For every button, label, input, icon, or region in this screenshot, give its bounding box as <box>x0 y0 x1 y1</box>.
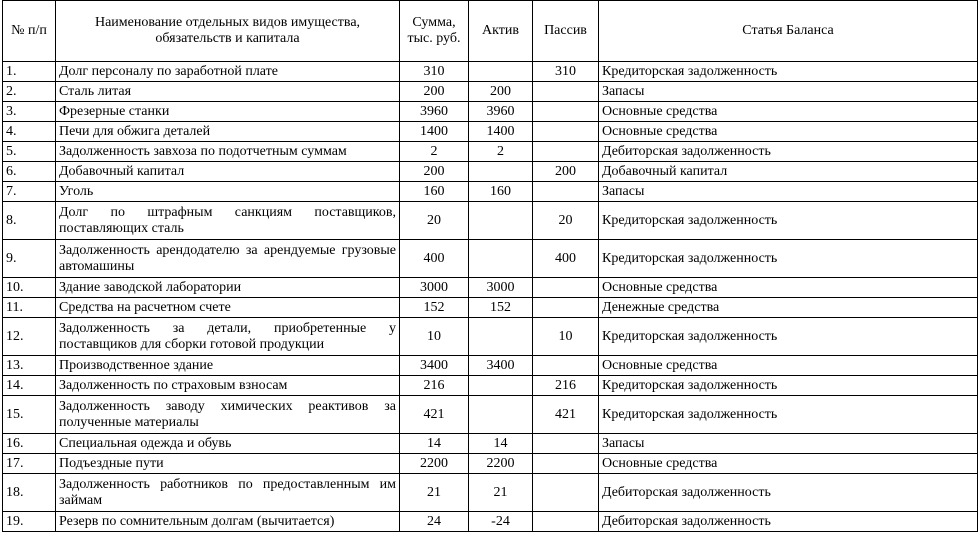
table-row <box>3 142 978 162</box>
item-sum: 152 <box>400 298 469 318</box>
item-sum: 10 <box>400 318 469 356</box>
item-passive <box>533 512 599 532</box>
item-article: Кредиторская задолженность <box>599 240 978 278</box>
row-number: 12. <box>3 318 56 356</box>
table-row <box>3 474 978 512</box>
table-body <box>3 62 978 532</box>
item-active <box>469 162 533 182</box>
item-name: Печи для обжига деталей <box>56 122 400 142</box>
table-row <box>3 202 978 240</box>
item-name: Добавочный капитал <box>56 162 400 182</box>
row-number: 15. <box>3 396 56 434</box>
item-sum: 3960 <box>400 102 469 122</box>
item-passive: 216 <box>533 376 599 396</box>
item-active: 14 <box>469 434 533 454</box>
item-article: Кредиторская задолженность <box>599 62 978 82</box>
item-active: 152 <box>469 298 533 318</box>
item-name: Задолженность заводу химических реактивов за полученные материалы <box>56 396 400 434</box>
table-row <box>3 434 978 454</box>
item-passive <box>533 142 599 162</box>
item-passive <box>533 454 599 474</box>
item-sum: 160 <box>400 182 469 202</box>
row-number: 3. <box>3 102 56 122</box>
item-article: Кредиторская задолженность <box>599 318 978 356</box>
row-number: 10. <box>3 278 56 298</box>
table-row <box>3 356 978 376</box>
item-passive <box>533 82 599 102</box>
item-name: Сталь литая <box>56 82 400 102</box>
item-name: Резерв по сомнительным долгам (вычитается) <box>56 512 400 532</box>
row-number: 8. <box>3 202 56 240</box>
item-passive: 310 <box>533 62 599 82</box>
item-active: 21 <box>469 474 533 512</box>
row-number: 16. <box>3 434 56 454</box>
item-article: Кредиторская задолженность <box>599 376 978 396</box>
row-number: 11. <box>3 298 56 318</box>
table-row <box>3 82 978 102</box>
item-name: Задолженность работников по предоставленным им займам <box>56 474 400 512</box>
item-name: Фрезерные станки <box>56 102 400 122</box>
item-article: Запасы <box>599 434 978 454</box>
row-number: 18. <box>3 474 56 512</box>
table-row <box>3 240 978 278</box>
item-active: 2 <box>469 142 533 162</box>
row-number: 9. <box>3 240 56 278</box>
item-passive: 421 <box>533 396 599 434</box>
header-article: Статья Баланса <box>599 1 978 62</box>
item-passive <box>533 122 599 142</box>
item-active: -24 <box>469 512 533 532</box>
item-active: 3000 <box>469 278 533 298</box>
item-passive <box>533 474 599 512</box>
row-number: 17. <box>3 454 56 474</box>
item-active: 1400 <box>469 122 533 142</box>
item-sum: 14 <box>400 434 469 454</box>
item-sum: 1400 <box>400 122 469 142</box>
table-row <box>3 512 978 532</box>
header-sum: Сумма, тыс. руб. <box>400 1 469 62</box>
item-sum: 200 <box>400 82 469 102</box>
item-active <box>469 202 533 240</box>
item-sum: 400 <box>400 240 469 278</box>
item-article: Дебиторская задолженность <box>599 474 978 512</box>
row-number: 13. <box>3 356 56 376</box>
row-number: 4. <box>3 122 56 142</box>
item-article: Запасы <box>599 82 978 102</box>
item-passive: 10 <box>533 318 599 356</box>
item-active <box>469 396 533 434</box>
item-active <box>469 62 533 82</box>
item-active: 3400 <box>469 356 533 376</box>
item-name: Задолженность по страховым взносам <box>56 376 400 396</box>
row-number: 6. <box>3 162 56 182</box>
table-row <box>3 102 978 122</box>
header-row <box>3 1 978 62</box>
item-name: Подъездные пути <box>56 454 400 474</box>
row-number: 14. <box>3 376 56 396</box>
item-name: Задолженность арендодателю за арендуемые грузовые автомашины <box>56 240 400 278</box>
item-name: Долг по штрафным санкциям поставщиков, поставляющих сталь <box>56 202 400 240</box>
row-number: 5. <box>3 142 56 162</box>
row-number: 2. <box>3 82 56 102</box>
item-article: Кредиторская задолженность <box>599 202 978 240</box>
item-passive <box>533 298 599 318</box>
item-passive: 20 <box>533 202 599 240</box>
item-article: Дебиторская задолженность <box>599 512 978 532</box>
item-sum: 310 <box>400 62 469 82</box>
item-sum: 421 <box>400 396 469 434</box>
item-passive: 400 <box>533 240 599 278</box>
table-row <box>3 162 978 182</box>
item-article: Основные средства <box>599 356 978 376</box>
item-sum: 3000 <box>400 278 469 298</box>
item-article: Основные средства <box>599 122 978 142</box>
table-row <box>3 396 978 434</box>
header-active: Актив <box>469 1 533 62</box>
table-row <box>3 454 978 474</box>
item-sum: 2 <box>400 142 469 162</box>
item-active <box>469 318 533 356</box>
item-article: Добавочный капитал <box>599 162 978 182</box>
item-name: Здание заводской лаборатории <box>56 278 400 298</box>
header-passive: Пассив <box>533 1 599 62</box>
item-passive <box>533 356 599 376</box>
item-article: Основные средства <box>599 454 978 474</box>
item-sum: 200 <box>400 162 469 182</box>
item-name: Специальная одежда и обувь <box>56 434 400 454</box>
item-sum: 2200 <box>400 454 469 474</box>
header-name: Наименование отдельных видов имущества, обязательств и капитала <box>56 1 400 62</box>
item-article: Дебиторская задолженность <box>599 142 978 162</box>
item-sum: 20 <box>400 202 469 240</box>
item-name: Задолженность завхоза по подотчетным суммам <box>56 142 400 162</box>
item-active: 160 <box>469 182 533 202</box>
item-sum: 24 <box>400 512 469 532</box>
table-row <box>3 298 978 318</box>
table-row <box>3 278 978 298</box>
item-article: Денежные средства <box>599 298 978 318</box>
item-passive <box>533 278 599 298</box>
item-article: Основные средства <box>599 102 978 122</box>
item-passive: 200 <box>533 162 599 182</box>
table-row <box>3 122 978 142</box>
item-active: 2200 <box>469 454 533 474</box>
row-number: 1. <box>3 62 56 82</box>
item-name: Уголь <box>56 182 400 202</box>
item-active <box>469 240 533 278</box>
item-article: Основные средства <box>599 278 978 298</box>
item-name: Производственное здание <box>56 356 400 376</box>
row-number: 19. <box>3 512 56 532</box>
table-row <box>3 318 978 356</box>
table-row <box>3 182 978 202</box>
item-passive <box>533 434 599 454</box>
item-name: Задолженность за детали, приобретенные у поставщиков для сборки готовой продукции <box>56 318 400 356</box>
item-sum: 21 <box>400 474 469 512</box>
item-name: Средства на расчетном счете <box>56 298 400 318</box>
row-number: 7. <box>3 182 56 202</box>
item-passive <box>533 102 599 122</box>
balance-table <box>2 0 978 532</box>
item-active <box>469 376 533 396</box>
item-name: Долг персоналу по заработной плате <box>56 62 400 82</box>
item-sum: 216 <box>400 376 469 396</box>
table-row <box>3 376 978 396</box>
table-row <box>3 62 978 82</box>
item-active: 3960 <box>469 102 533 122</box>
item-active: 200 <box>469 82 533 102</box>
item-sum: 3400 <box>400 356 469 376</box>
item-article: Кредиторская задолженность <box>599 396 978 434</box>
item-passive <box>533 182 599 202</box>
header-num: № п/п <box>3 1 56 62</box>
item-article: Запасы <box>599 182 978 202</box>
